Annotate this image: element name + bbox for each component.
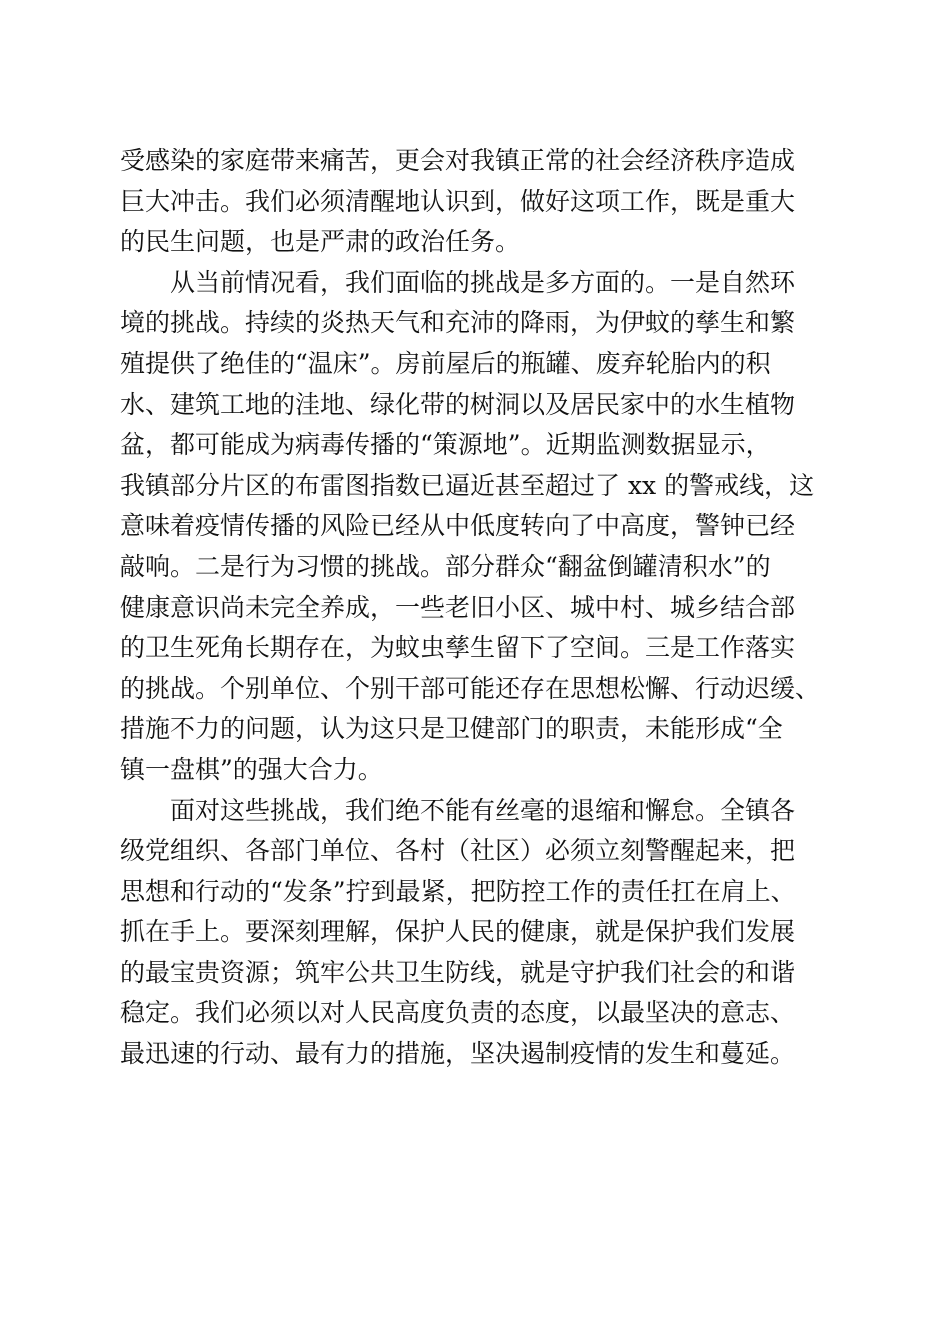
text-line: 水、建筑工地的洼地、绿化带的树洞以及居民家中的水生植物: [120, 389, 796, 419]
text-line: 盆，都可能成为病毒传播的“策源地”。近期监测数据显示，: [120, 430, 771, 460]
paragraph: [120, 263, 830, 791]
text-line: 面对这些挑战，我们绝不能有丝毫的退缩和懈怠。全镇各: [170, 795, 796, 825]
text-line: 的最宝贵资源；筑牢公共卫生防线，就是守护我们社会的和谐: [120, 957, 796, 987]
text-line: 敲响。二是行为习惯的挑战。部分群众“翻盆倒罐清积水”的: [120, 551, 771, 581]
text-line: 的卫生死角长期存在，为蚊虫孳生留下了空间。三是工作落实: [120, 633, 796, 663]
text-line: 稳定。我们必须以对人民高度负责的态度，以最坚决的意志、: [120, 998, 796, 1028]
text-line: 我镇部分片区的布雷图指数已逼近甚至超过了 xx 的警戒线，这: [120, 470, 815, 500]
text-line: 的挑战。个别单位、个别干部可能还存在思想松懈、行动迟缓、: [120, 673, 821, 703]
text-line: 抓在手上。要深刻理解，保护人民的健康，就是保护我们发展: [120, 917, 796, 947]
document-body: [120, 141, 830, 1075]
text-line: 殖提供了绝佳的“温床”。房前屋后的瓶罐、废弃轮胎内的积: [120, 348, 771, 378]
text-line: 的民生问题，也是严肃的政治任务。: [120, 227, 521, 257]
text-line: 镇一盘棋”的强大合力。: [120, 754, 383, 784]
paragraph: [120, 141, 830, 263]
text-line: 级党组织、各部门单位、各村（社区）必须立刻警醒起来，把: [120, 836, 796, 866]
paragraph: [120, 791, 830, 1075]
text-line: 思想和行动的“发条”拧到最紧，把防控工作的责任扛在肩上、: [120, 876, 796, 906]
text-line: 巨大冲击。我们必须清醒地认识到，做好这项工作，既是重大: [120, 186, 796, 216]
text-line: 受感染的家庭带来痛苦，更会对我镇正常的社会经济秩序造成: [120, 146, 796, 175]
text-line: 从当前情况看，我们面临的挑战是多方面的。一是自然环: [170, 267, 796, 297]
text-line: 健康意识尚未完全养成，一些老旧小区、城中村、城乡结合部: [120, 592, 796, 622]
text-line: 最迅速的行动、最有力的措施，坚决遏制疫情的发生和蔓延。: [120, 1039, 796, 1069]
text-line: 境的挑战。持续的炎热天气和充沛的降雨，为伊蚊的孳生和繁: [120, 308, 796, 338]
text-line: 措施不力的问题，认为这只是卫健部门的职责，未能形成“全: [120, 714, 783, 744]
text-line: 意味着疫情传播的风险已经从中低度转向了中高度，警钟已经: [120, 511, 796, 541]
